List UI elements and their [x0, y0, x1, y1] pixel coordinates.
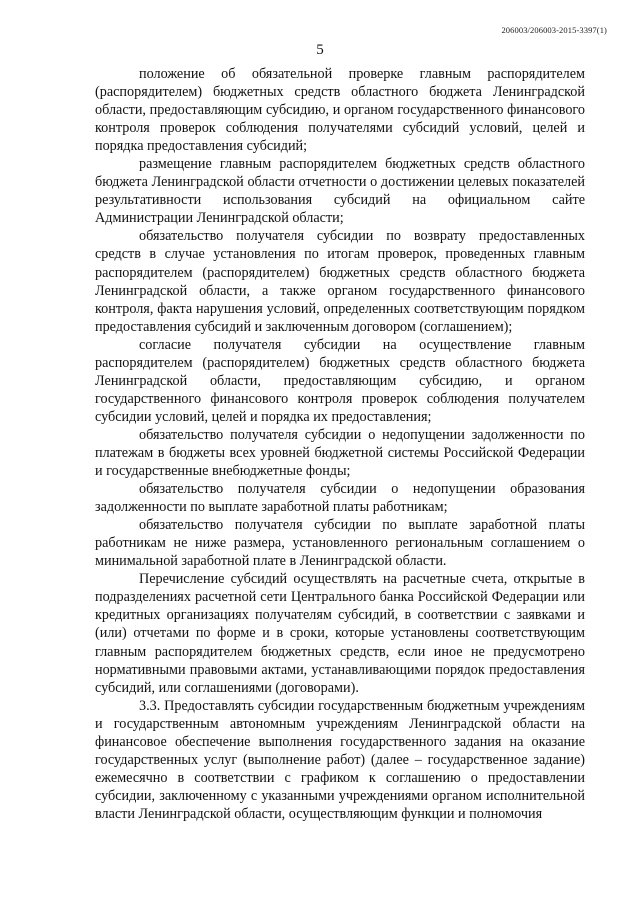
document-body — [95, 65, 585, 823]
paragraph-transfer-of-subsidies: Перечисление субсидий осуществлять на расчетные счета, открытые в подразделениях расчетной сети Центрального банка Российской Федерации или кредитных организациях получателям субсидий, в соответствии с заявками и (или) отчетами по форме и в сроки, которые установлены соответствующим главным распорядителем бюджетных средств, если иное не предусмотрено нормативными правовыми актами, устанавливающими порядок предоставления субсидий, или соглашениями (договорами). — [95, 571, 585, 696]
paragraph-verification-provision: положение об обязательной проверке главным распорядителем (распорядителем) бюджетных средств областного бюджета Ленинградской области, предоставляющим субсидию, и органом государственного финансового контроля проверок соблюдения получателями субсидий условий, целей и порядка предоставления субсидий; — [95, 66, 585, 155]
paragraph-no-tax-debt: обязательство получателя субсидии о недопущении задолженности по платежам в бюджеты всех уровней бюджетной системы Российской Федерации и государственные внебюджетные фонды; — [95, 426, 585, 480]
paragraph-inspection-consent: согласие получателя субсидии на осуществление главным распорядителем (распорядителем) бюджетных средств областного бюджета Ленинградской области, предоставляющим субсидию, и органом государственного финансового контроля проверок соблюдения получателем субсидии условий, целей и порядка их предоставления; — [95, 336, 585, 425]
paragraph-refund-obligation: обязательство получателя субсидии по возврату предоставленных средств в случае установления по итогам проверок, проведенных главным распорядителем (распорядителем) бюджетных средств областного бюджета Ленинградской области, а также органом государственного финансового контроля, факта нарушения условий, определенных соответствующим порядком предоставления субсидий и заключенным договором (соглашением); — [95, 228, 585, 335]
paragraph-no-wage-arrears: обязательство получателя субсидии о недопущении образования задолженности по выплате заработной платы работникам; — [95, 481, 585, 516]
paragraph-minimum-wage: обязательство получателя субсидии по выплате заработной платы работникам не ниже размера, установленного региональным соглашением о минимальной заработной плате в Ленинградской области. — [95, 517, 585, 570]
paragraph-reporting-publication: размещение главным распорядителем бюджетных средств областного бюджета Ленинградской области отчетности о достижении целевых показателей результативности использования субсидий на официальном сайте Администрации Ленинградской области; — [95, 156, 585, 227]
page-number: 5 — [316, 42, 324, 58]
document-code: 206003/206003-2015-3397(1) — [501, 25, 607, 35]
paragraph-section-3-3: 3.3. Предоставлять субсидии государственным бюджетным учреждениям и государственным автономным учреждениям Ленинградской области на финансовое обеспечение выполнения государственного задания на оказание государственных услуг (выполнение работ) (далее – государственное задание) ежемесячно в соответствии с графиком к соглашению о предоставлении субсидии, заключенному с указанными учреждениями органом исполнительной власти Ленинградской области, осуществляющим функции и полномочия — [95, 697, 585, 822]
